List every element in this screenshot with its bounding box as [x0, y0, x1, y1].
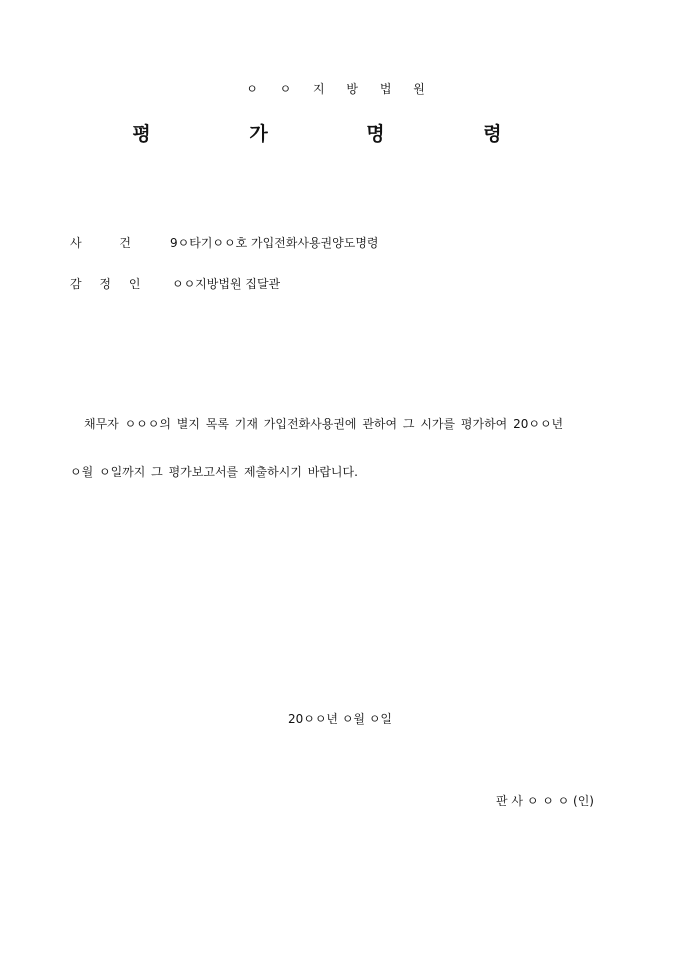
case-label: 사 건: [70, 236, 131, 250]
document-title: 평 가 명 령: [132, 123, 548, 145]
appraiser-label: 감 정 인: [70, 277, 141, 291]
judge-signature: 판 사 ㅇ ㅇ ㅇ (인): [496, 794, 594, 808]
body-line-2: ㅇ월 ㅇ일까지 그 평가보고서를 제출하시기 바랍니다.: [70, 465, 358, 479]
case-value: 9ㅇ타기ㅇㅇ호 가입전화사용권양도명령: [170, 236, 379, 250]
order-date: 20ㅇㅇ년 ㅇ월 ㅇ일: [287, 712, 393, 726]
appraiser-value: ㅇㅇ지방법원 집달관: [172, 277, 281, 291]
court-name: ㅇ ㅇ 지 방 법 원: [246, 82, 434, 96]
body-line-1: 채무자 ㅇㅇㅇ의 별지 목록 기재 가입전화사용권에 관하여 그 시가를 평가하여 20ㅇㅇ년: [84, 417, 564, 431]
